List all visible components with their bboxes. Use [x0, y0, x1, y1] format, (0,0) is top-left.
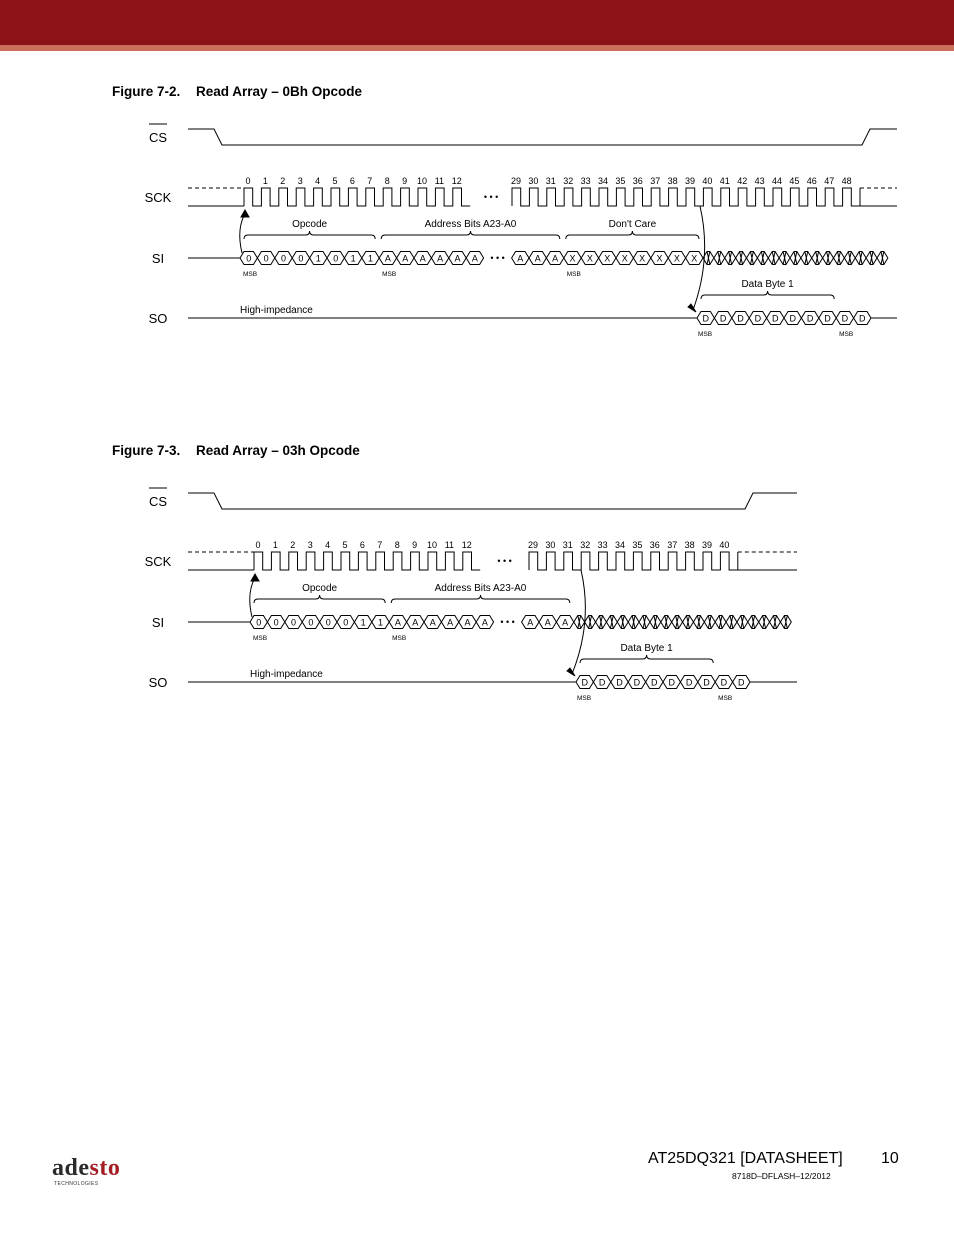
so-msb-second: MSB [718, 695, 733, 702]
brace-address [381, 231, 560, 239]
brace-data-byte-label: Data Byte 1 [620, 643, 673, 654]
so-data-bit-label: D [598, 677, 606, 688]
clock-label: 10 [416, 176, 428, 186]
brace-data-byte-label: Data Byte 1 [741, 279, 794, 290]
so-data-bit-label: D [633, 677, 641, 688]
si-opcode-bit-label: 0 [325, 617, 331, 628]
clock-label: 4 [325, 540, 331, 550]
si-dont-care-hatch [704, 616, 715, 629]
si-opcode-bit-label: 0 [308, 617, 314, 628]
clock-label: 30 [528, 176, 539, 186]
figure-7-3-timing-diagram [0, 479, 954, 709]
brace-address-label: Address Bits A23-A0 [424, 219, 517, 230]
si-dont-care-hatch [639, 616, 650, 629]
clock-label: 35 [615, 176, 626, 186]
clock-label: 40 [719, 540, 730, 550]
si-dont-care-hatch [726, 616, 737, 629]
si-dont-care-hatch [693, 616, 704, 629]
clock-label: 39 [701, 540, 713, 550]
clock-label: 7 [367, 176, 373, 186]
brace-opcode-label: Opcode [302, 583, 338, 594]
sck-ellipsis: • • • [483, 192, 499, 202]
clock-label: 2 [280, 176, 286, 186]
si-opcode-bit-label: 1 [315, 253, 321, 264]
si-dont-care-hatch [747, 252, 758, 265]
figure-7-3-title: Figure 7-3. Read Array – 03h Opcode [112, 443, 360, 458]
so-data-bit-label: D [651, 677, 658, 688]
clock-label: 0 [245, 176, 251, 186]
arrow-start-curve [250, 576, 256, 617]
si-dontcare-bit-label: X [656, 253, 663, 264]
clock-label: 3 [307, 540, 313, 550]
so-data-bit-label: D [581, 677, 588, 688]
si-dont-care-hatch [780, 616, 791, 629]
si-address-bit-label: A [481, 617, 488, 628]
signal-label-si: SI [151, 251, 165, 266]
clock-label: 36 [649, 540, 660, 550]
si-dont-care-hatch [801, 252, 812, 265]
si-address-bit-label: A [402, 253, 409, 264]
clock-label: 34 [597, 176, 609, 186]
clock-label: 33 [597, 540, 608, 550]
si-msb-opcode: MSB [242, 271, 258, 278]
si-address-bit-label: A [471, 253, 478, 264]
si-address-bit-label: A [464, 617, 471, 628]
si-opcode-bit-label: 1 [350, 253, 356, 264]
clock-label: 35 [632, 540, 643, 550]
cs-waveform [188, 129, 897, 145]
si-address-bit-label: A [429, 617, 436, 628]
signal-label-si: SI [151, 615, 165, 630]
so-data-bit-label: D [738, 677, 745, 688]
si-dont-care-hatch [737, 616, 748, 629]
signal-label-cs: CS [148, 494, 168, 509]
si-ellipsis: • • • [490, 253, 505, 263]
clock-label: 45 [789, 176, 800, 186]
brace-opcode-label: Opcode [292, 219, 328, 230]
si-address-bit-label: A [517, 253, 524, 264]
so-data-bit-label: D [806, 313, 814, 324]
si-dont-care-hatch [770, 616, 781, 629]
clock-label: 4 [315, 176, 321, 186]
signal-label-sck: SCK [144, 554, 172, 569]
si-dontcare-bit-label: X [569, 253, 576, 264]
si-dont-care-hatch [585, 616, 596, 629]
clock-label: 34 [614, 540, 626, 550]
clock-label: 1 [272, 540, 278, 550]
brace-address-label: Address Bits A23-A0 [434, 583, 527, 594]
si-opcode-bit-label: 1 [360, 617, 366, 628]
clock-label: 40 [702, 176, 713, 186]
clock-label: 5 [342, 540, 348, 550]
clock-label: 2 [290, 540, 296, 550]
si-msb-address: MSB [382, 271, 397, 278]
si-address-bit-label: A [552, 253, 559, 264]
clock-label: 36 [632, 176, 643, 186]
so-data-bit-label: D [685, 677, 693, 688]
clock-label: 37 [650, 176, 661, 186]
header-accent-line [0, 45, 954, 51]
si-dont-care-hatch [683, 616, 694, 629]
si-dont-care-hatch [855, 252, 866, 265]
figure-7-2-timing-diagram [0, 115, 954, 345]
si-address-bit-label: A [527, 617, 534, 628]
si-opcode-bit-label: 0 [273, 617, 279, 628]
sck-ellipsis: • • • [497, 556, 512, 566]
clock-label: 42 [737, 176, 748, 186]
si-msb-address: MSB [392, 635, 407, 642]
si-address-bit-label: A [454, 253, 461, 264]
so-data-bit-label: D [824, 313, 831, 324]
clock-label: 9 [412, 540, 418, 550]
so-msb-first: MSB [576, 695, 592, 702]
clock-label: 31 [545, 176, 556, 186]
si-dont-care-hatch [834, 252, 845, 265]
clock-label: 43 [754, 176, 765, 186]
si-dont-care-hatch [768, 252, 779, 265]
sck-clock-group-2 [529, 552, 738, 570]
page-number: 10 [881, 1150, 899, 1167]
signal-label-sck: SCK [144, 190, 172, 205]
si-dontcare-bit-label: X [621, 253, 628, 264]
sck-clock-group-1 [254, 552, 480, 570]
clock-label: 47 [824, 176, 835, 186]
clock-label: 3 [297, 176, 303, 186]
adesto-logo: adesto TECHNOLOGIES [52, 1155, 121, 1187]
clock-label: 44 [771, 176, 783, 186]
si-dont-care-hatch [736, 252, 747, 265]
si-msb-dontcare: MSB [566, 271, 581, 278]
clock-label: 29 [527, 540, 539, 550]
arrow-start-curve [240, 212, 246, 253]
arrow-start-head [241, 210, 249, 217]
clock-label: 33 [580, 176, 591, 186]
arrow-start-head [251, 574, 259, 581]
si-ellipsis: • • • [500, 617, 515, 627]
clock-label: 9 [402, 176, 408, 186]
si-address-bit-label: A [534, 253, 541, 264]
si-opcode-bit-label: 0 [246, 253, 252, 264]
so-data-bit-label: D [789, 313, 796, 324]
si-address-bit-label: A [437, 253, 444, 264]
clock-label: 41 [719, 176, 730, 186]
si-dont-care-hatch [596, 616, 607, 629]
si-opcode-bit-label: 0 [298, 253, 304, 264]
clock-label: 8 [384, 176, 390, 186]
signal-label-cs: CS [148, 130, 168, 145]
clock-label: 12 [461, 540, 472, 550]
clock-label: 38 [667, 176, 678, 186]
clock-label: 29 [510, 176, 522, 186]
clock-label: 6 [359, 540, 365, 550]
so-msb-first: MSB [697, 331, 713, 338]
so-data-bit-label: D [859, 313, 866, 324]
so-data-bit-label: D [737, 313, 744, 324]
sck-clock-group-2 [512, 188, 860, 206]
si-dont-care-hatch [790, 252, 801, 265]
clock-label: 38 [684, 540, 695, 550]
brace-data-byte [580, 655, 713, 663]
si-dont-care-hatch [812, 252, 823, 265]
so-data-bit-label: D [720, 677, 728, 688]
so-high-impedance-label: High-impedance [240, 305, 313, 316]
si-address-bit-label: A [384, 253, 391, 264]
clock-label: 30 [545, 540, 556, 550]
si-dont-care-hatch [628, 616, 639, 629]
brace-data-byte [701, 291, 834, 299]
si-dontcare-bit-label: X [639, 253, 646, 264]
si-dontcare-bit-label: X [604, 253, 611, 264]
si-address-bit-label: A [447, 617, 454, 628]
clock-label: 31 [562, 540, 573, 550]
so-msb-second: MSB [839, 331, 854, 338]
si-dont-care-hatch [757, 252, 768, 265]
brace-opcode [244, 231, 375, 239]
si-dont-care-hatch [866, 252, 877, 265]
si-dont-care-hatch [714, 252, 725, 265]
si-dont-care-hatch [650, 616, 661, 629]
signal-label-so: SO [148, 675, 168, 690]
clock-label: 1 [262, 176, 268, 186]
header-bar [0, 0, 954, 45]
si-dont-care-hatch [748, 616, 759, 629]
so-data-bit-label: D [772, 313, 779, 324]
si-dont-care-hatch [661, 616, 672, 629]
si-dont-care-hatch [606, 616, 617, 629]
cs-waveform [188, 493, 797, 509]
figure-7-2-title: Figure 7-2. Read Array – 0Bh Opcode [112, 84, 363, 99]
clock-label: 11 [444, 540, 455, 550]
si-opcode-bit-label: 0 [256, 617, 262, 628]
clock-label: 37 [667, 540, 678, 550]
clock-label: 0 [255, 540, 261, 550]
si-address-bit-label: A [394, 617, 401, 628]
signal-label-so: SO [148, 311, 168, 326]
clock-label: 32 [580, 540, 591, 550]
si-msb-opcode: MSB [252, 635, 268, 642]
si-dont-care-hatch [672, 616, 683, 629]
si-dont-care-hatch [877, 252, 888, 265]
brace-opcode [254, 595, 385, 603]
so-data-bit-label: D [841, 313, 849, 324]
clock-label: 5 [332, 176, 338, 186]
document-code: 8718D–DFLASH–12/2012 [732, 1171, 831, 1181]
brace-dontcare-label: Don't Care [608, 219, 657, 230]
so-data-bit-label: D [754, 313, 762, 324]
si-dont-care-hatch [715, 616, 726, 629]
si-opcode-bit-label: 1 [377, 617, 384, 628]
so-data-bit-label: D [703, 677, 710, 688]
so-data-bit-label: D [719, 313, 727, 324]
si-address-bit-label: A [419, 253, 426, 264]
so-high-impedance-label: High-impedance [250, 669, 323, 680]
clock-label: 7 [377, 540, 383, 550]
so-data-bit-label: D [668, 677, 675, 688]
si-dont-care-hatch [823, 252, 834, 265]
clock-label: 46 [806, 176, 817, 186]
si-opcode-bit-label: 0 [343, 617, 349, 628]
si-address-bit-label: A [412, 617, 419, 628]
brace-dontcare [566, 231, 699, 239]
si-dont-care-hatch [759, 616, 770, 629]
si-dontcare-bit-label: X [586, 253, 593, 264]
si-dont-care-hatch [725, 252, 736, 265]
so-data-bit-label: D [616, 677, 623, 688]
si-opcode-bit-label: 0 [333, 253, 339, 264]
clock-label: 32 [563, 176, 574, 186]
si-dontcare-bit-label: X [673, 253, 680, 264]
clock-label: 10 [426, 540, 438, 550]
brace-address [391, 595, 570, 603]
si-dont-care-hatch [617, 616, 628, 629]
document-title: AT25DQ321 [DATASHEET] [648, 1150, 843, 1167]
si-opcode-bit-label: 0 [280, 253, 287, 264]
si-opcode-bit-label: 0 [263, 253, 269, 264]
si-address-bit-label: A [544, 617, 551, 628]
si-address-bit-label: A [562, 617, 569, 628]
si-opcode-bit-label: 1 [367, 253, 374, 264]
clock-label: 12 [451, 176, 462, 186]
si-opcode-bit-label: 0 [290, 617, 297, 628]
clock-label: 11 [434, 176, 445, 186]
clock-label: 6 [349, 176, 355, 186]
sck-clock-group-1 [244, 188, 470, 206]
si-dont-care-hatch [779, 252, 790, 265]
clock-label: 8 [394, 540, 400, 550]
clock-label: 39 [684, 176, 696, 186]
clock-label: 48 [841, 176, 852, 186]
si-dont-care-hatch [574, 616, 585, 629]
si-dont-care-hatch [844, 252, 855, 265]
so-data-bit-label: D [702, 313, 709, 324]
si-dontcare-bit-label: X [691, 253, 698, 264]
